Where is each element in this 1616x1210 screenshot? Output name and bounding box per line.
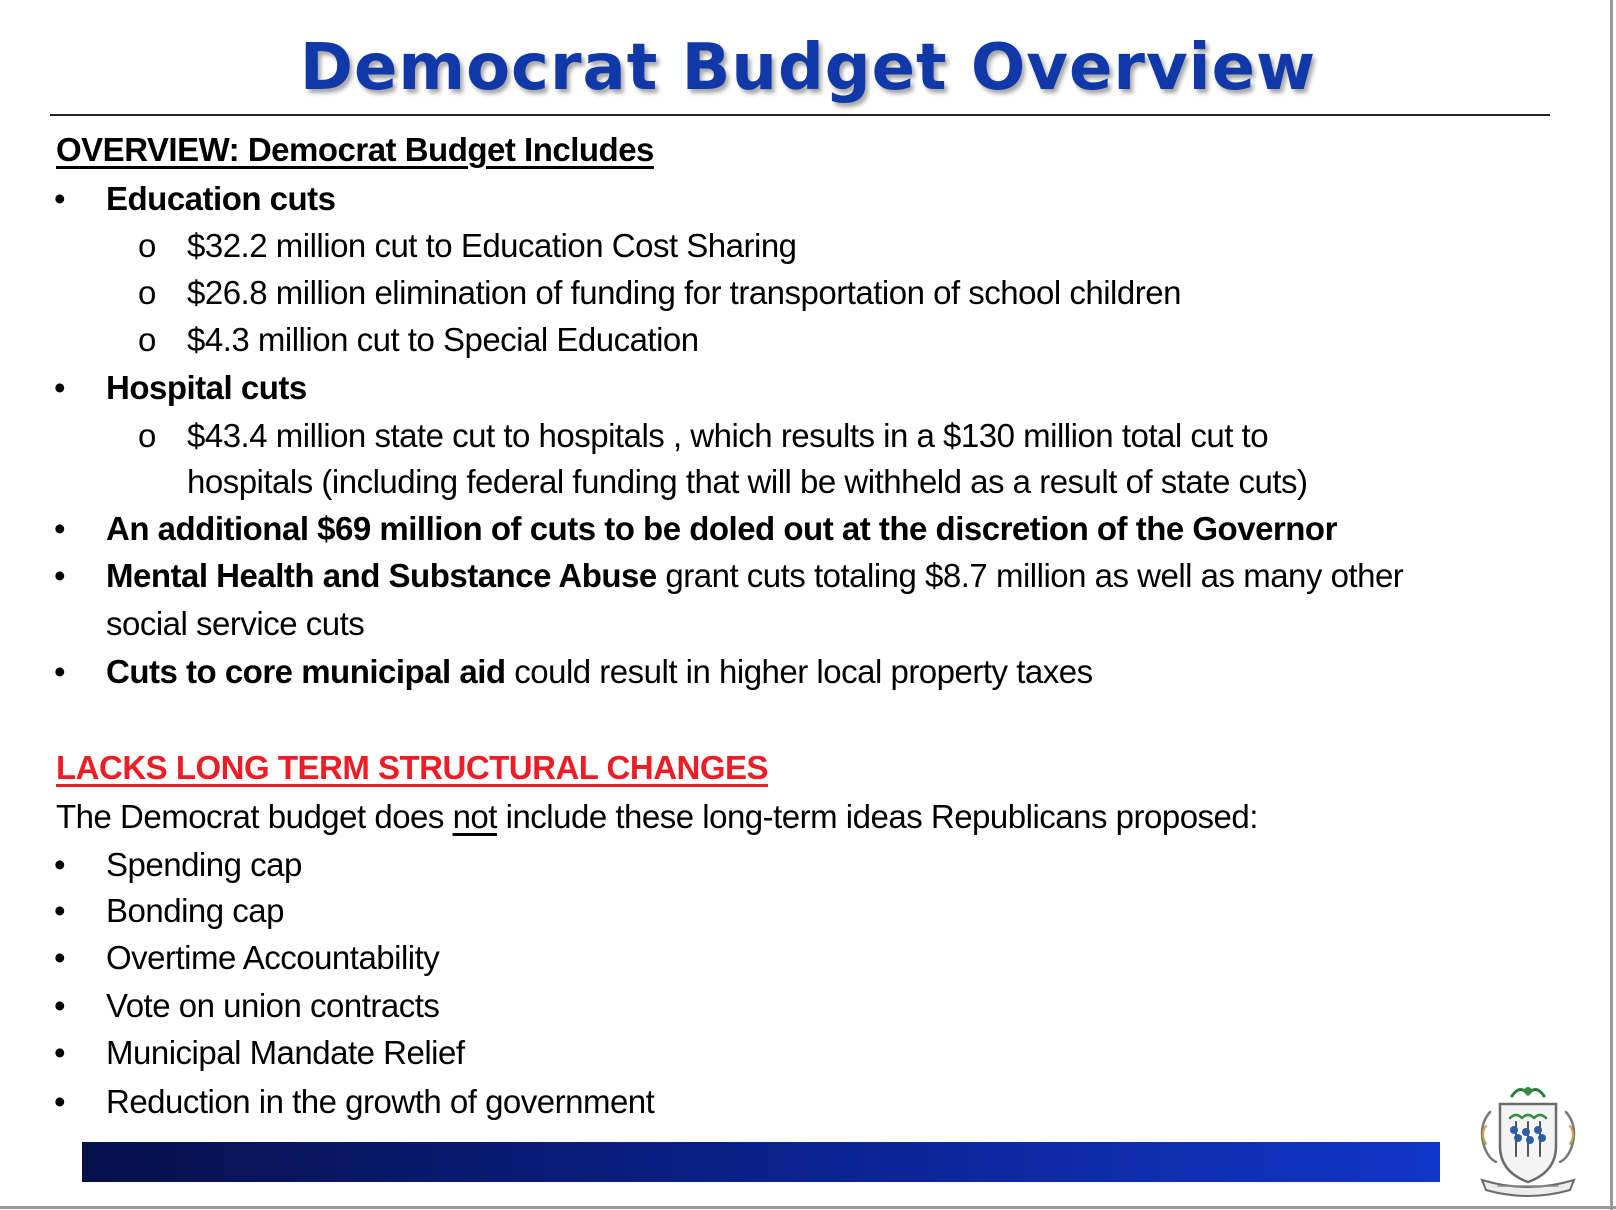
hospital-cut-item-line1: $43.4 million state cut to hospitals , which results in a $130 million total cut to: [187, 417, 1269, 454]
slide-title: Democrat Budget Overview: [299, 31, 1317, 105]
sub-bullet-icon: o: [138, 417, 156, 454]
intro-not-emphasis: not: [452, 798, 497, 835]
connecticut-state-seal-icon: [1472, 1082, 1584, 1200]
mental-health-item-line2: social service cuts: [106, 605, 365, 642]
bullet-icon: •: [54, 846, 66, 883]
proposal-item: Municipal Mandate Relief: [106, 1034, 465, 1071]
bullet-icon: •: [54, 1034, 66, 1071]
overview-heading: OVERVIEW: Democrat Budget Includes: [56, 131, 654, 168]
mental-health-bold: Mental Health and Substance Abuse: [106, 557, 657, 594]
education-cut-item: $32.2 million cut to Education Cost Sharing: [187, 227, 797, 264]
education-cut-item: $4.3 million cut to Special Education: [187, 321, 699, 358]
bullet-icon: •: [54, 939, 66, 976]
footer-bar: [82, 1142, 1440, 1182]
sub-bullet-icon: o: [138, 321, 156, 358]
intro-text: The Democrat budget does: [56, 798, 453, 835]
municipal-aid-item: [106, 652, 1093, 692]
title-divider: [50, 114, 1550, 116]
slide-edge-bottom: [0, 1206, 1616, 1209]
hospital-cuts-label: Hospital cuts: [106, 369, 307, 406]
education-cut-item: $26.8 million elimination of funding for transportation of school children: [187, 274, 1181, 311]
mental-health-rest: grant cuts totaling $8.7 million as well as many other: [656, 557, 1404, 594]
municipal-aid-rest: could result in higher local property taxes: [505, 653, 1093, 690]
sub-bullet-icon: o: [138, 274, 156, 311]
municipal-aid-bold: Cuts to core municipal aid: [106, 653, 506, 690]
additional-cuts-item: An additional $69 million of cuts to be doled out at the discretion of the Governor: [106, 510, 1337, 547]
hospital-cut-item-line2: hospitals (including federal funding that will be withheld as a result of state cuts): [187, 463, 1308, 500]
slide-edge-right: [1610, 0, 1613, 1210]
bullet-icon: •: [54, 180, 66, 217]
proposal-item: Spending cap: [106, 846, 302, 883]
bullet-icon: •: [54, 369, 66, 406]
proposal-item: Overtime Accountability: [106, 939, 440, 976]
bullet-icon: •: [54, 557, 66, 594]
structural-heading: LACKS LONG TERM STRUCTURAL CHANGES: [56, 749, 769, 786]
structural-intro: [56, 797, 1258, 837]
intro-text: include these long-term ideas Republicans proposed:: [496, 798, 1258, 835]
bullet-icon: •: [54, 1083, 66, 1120]
bullet-icon: •: [54, 653, 66, 690]
bullet-icon: •: [54, 987, 66, 1024]
proposal-item: Reduction in the growth of government: [106, 1083, 655, 1120]
sub-bullet-icon: o: [138, 227, 156, 264]
mental-health-item: [106, 556, 1403, 596]
proposal-item: Bonding cap: [106, 892, 284, 929]
bullet-icon: •: [54, 510, 66, 547]
education-cuts-label: Education cuts: [106, 180, 336, 217]
proposal-item: Vote on union contracts: [106, 987, 440, 1024]
bullet-icon: •: [54, 892, 66, 929]
